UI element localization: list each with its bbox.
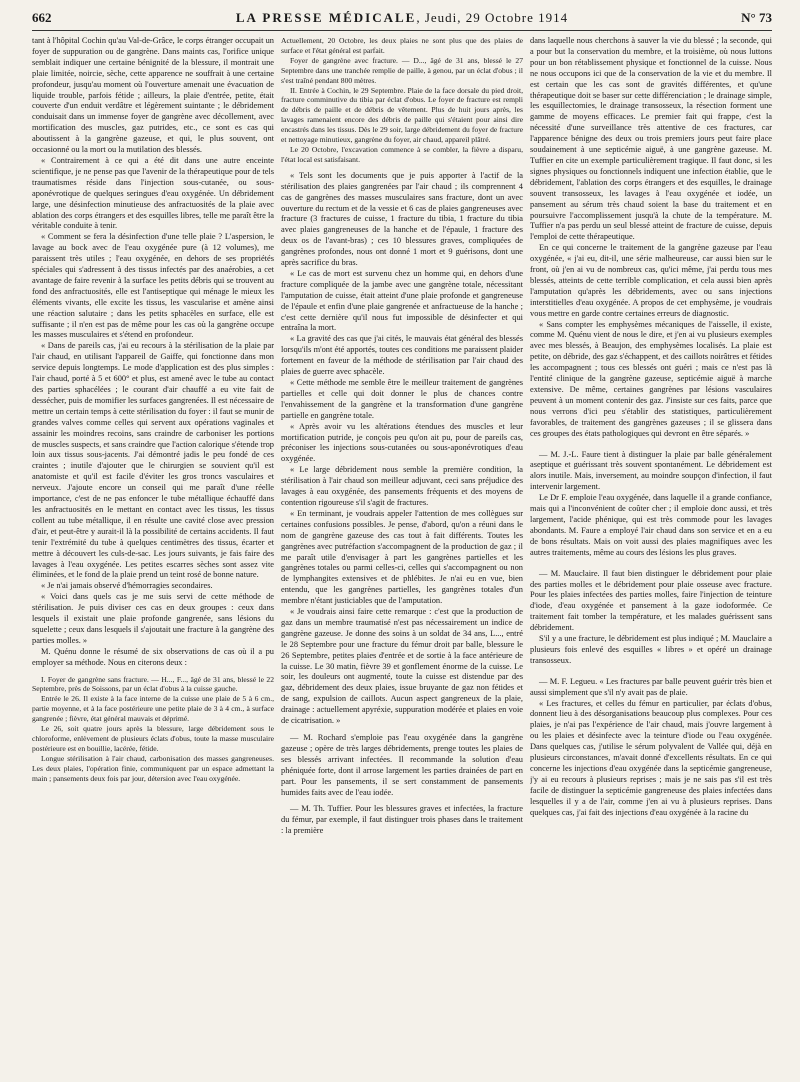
column-right	[530, 36, 772, 1072]
column-middle	[281, 36, 523, 1072]
paragraph: M. Quénu donne le résumé de six observations de cas où il a pu employer sa méthode. Nous en citerons deux :	[32, 646, 274, 667]
case-paragraph: II. Entrée à Cochin, le 29 Septembre. Plaie de la face dorsale du pied droit, fracture comminutive du tibia par éclat d'obus. Le foyer de fracture est rempli de débris de paille et de débris de vêtement. Plus de huit jours après, les lavages ramenaient encore des débris de paille qui s'étaient pour ainsi dire encastrés dans les tissus. Dès le 29 soir, large débridement du foyer de fracture et nettoyage minutieux, gangrène du foyer, air chaud, appareil plâtré.	[281, 85, 523, 145]
paragraph: En ce qui concerne le traitement de la gangrène gazeuse par l'eau oxygénée, « j'ai eu, dit-il, une série malheureuse, car aussi bien sur le front, où j'en ai vu de nombreux cas, qu'ici même, j'ai perdu tous mes blessés, atteints de cette terrible complication, et cela aussi bien après l'amputation qu'après les débridements, avec ou sans injections interstitielles d'eau oxygénée. A propos de cet emphysème, je voudrais vous mettre en garde contre certaines erreurs de diagnostic.	[530, 243, 772, 318]
paragraph: Le Dr F. emploie l'eau oxygénée, dans laquelle il a grande confiance, mais qui a l'inconvénient de coûter cher ; il emploie donc aussi, et très largement, l'acide phénique, qui est très commode pour les lavages abondants. M. Faure a employé l'air chaud dans son service et en a eu de bons résultats. Mais on voit aussi des plaies magnifiques avec les autres traitements, même au cours des lésions les plus graves.	[530, 493, 772, 557]
paragraph: « Les fractures, et celles du fémur en particulier, par éclats d'obus, donnent lieu à des désorganisations beaucoup plus complexes. Pour ces plaies, je n'ai pas l'expérience de l'air chaud, mais j'ouvre largement à ou les plaies et désinfecte avec la teinture d'iode ou l'eau oxygénée. Dans quelques cas, j'utilise le sérum polyvalent de Vallée qui, déjà en plusieurs circonstances, m'avait donné d'excellents résultats. En ce qui concerne les injections d'eau oxygénée dans la septicémie gangreneuse, j'y ai eu recours à plusieurs reprises ; mais je ne sais pas s'il est très facile de distinguer la septicémie gangreneuse des plaies infectées dans lesquelles il y a de l'air, comme j'en ai vu à plusieurs reprises. Dans quelques cas, j'ai fait des injections d'eau oxygénée à la racine du	[530, 698, 772, 817]
paragraph: tant à l'hôpital Cochin qu'au Val-de-Grâce, le corps étranger occupait un foyer de suppuration ou de gangrène. Dans maints cas, l'orifice unique semblait indiquer une certaine bénignité de la blessure, il montrait une plaie limitée, noircie, sèche, cette apparence ne souffrait à une certaine profondeur, jusqu'au moment où l'ouverture amenait une évacuation de liquide trouble, parfois fétide ; ailleurs, la plaie d'entrée, petite, était couverte d'un enduit verdâtre et légèrement suintante ; le débridement conduisait dans un immense foyer de gangrène avec décollement, avec mortification des muscles, gaz putrides, etc., ce sont es cas qui aboutissent à la gangrène gazeuse, et qui, le plus souvent, ont occasionné ou la mort ou la mutilation des blessés.	[32, 36, 274, 155]
paragraph: « Le cas de mort est survenu chez un homme qui, en dehors d'une fracture compliquée de la jambe avec une gangrène totale, nécessitant l'amputation de cuisse, était atteint d'une plaie profonde et gangreneuse de l'épaule et enfin d'une plaie gangrenée et anfractueuse de la hanche ; c'est cette dernière qu'il nous fut impossible de désinfecter et qui entraîna la mort.	[281, 268, 523, 333]
discussion-paragraph: — M. Th. Tuffier. Pour les blessures graves et infectées, la fracture du fémur, par exemple, il faut distinguer trois phases dans le traitement : la première	[281, 804, 523, 836]
case-paragraph: Foyer de gangrène avec fracture. — D..., âgé de 31 ans, blessé le 27 Septembre dans une tranchée remplie de paille, à genou, par un éclat d'obus ; il s'est traîné pendant 800 mètres.	[281, 55, 523, 85]
case-paragraph: Le 20 Octobre, l'excavation commence à se combler, la fièvre a disparu, l'état local est satisfaisant.	[281, 144, 523, 164]
case-paragraph: I. Foyer de gangrène sans fracture. — H..., F..., âgé de 31 ans, blessé le 22 Septembre, près de Soissons, par un éclat d'obus à la cuisse gauche.	[32, 674, 274, 694]
discussion-paragraph: — M. F. Legueu. « Les fractures par balle peuvent guérir très bien et aussi simplement que s'il n'y avait pas de plaie.	[530, 676, 772, 697]
paragraph: « Voici dans quels cas je me suis servi de cette méthode de stérilisation. Je puis diviser ces cas en deux groupes : ceux dans lesquels il existait une plaie profonde gangrenée, sans lésions du squelette ; ceux dans lesquels il s'ajoutait une fracture à la gangrène des parties molles. »	[32, 592, 274, 645]
discussion-paragraph: — M. Mauclaire. Il faut bien distinguer le débridement pour plaie des parties molles et le débridement pour plaie osseuse avec fracture. Pour les plaies infectées des parties molles, faire l'injection de teinture d'iode, d'eau oxygénée et pansement à la gaze iodoformée. Ce traitement fait tomber la température, et les malades guérissent sans débridement.	[530, 568, 772, 633]
paragraph: « Comment se fera la désinfection d'une telle plaie ? L'aspersion, le lavage au bock avec de l'eau oxygénée pure (à 12 volumes), me paraissent très utiles ; l'eau oxygénée, en dehors de ses propriétés spéciales qui s'adressent à des tissus infectés par des anaérobies, a cet avantage de faire revenir à la surface les petits débris qui se trouvent au fond des anfractuosités, elle est l'antiseptique qui ménage le mieux les éléments vivants, elle excite les tissus, les vascularise et amène ainsi une réaction salutaire ; dans les petits sphacèles en surface, elle est suffisante ; il n'en est pas de même pour les cas où la gangrène occupe les masses musculaires et s'étend en profondeur.	[32, 232, 274, 340]
paragraph: S'il y a une fracture, le débridement est plus indiqué ; M. Mauclaire a plusieurs fois enlevé des esquilles « libres » et opéré un drainage transosseux.	[530, 634, 772, 665]
paragraph: « En terminant, je voudrais appeler l'attention de mes collègues sur certaines confusions possibles. Je pense, d'abord, qu'on a réuni dans le nom de gangrène gazeuse des cas tout à fait différents. Toutes les gangrènes avec putréfaction s'accompagnent de la production de gaz ; il me paraît utile d'envisager à part les gangrènes partielles et les gangrènes totales ou parmi celles-ci, celles qui s'accompagnent ou non de lymphangites extensives et de phlébites. Je n'ai eu en vue, bien entendu, que les gangrènes partielles, les gangrènes totales d'un membre n'étant justiciables que de l'amputation.	[281, 508, 523, 606]
page-number: 662	[32, 10, 52, 25]
paragraph: « La gravité des cas que j'ai cités, le mauvais état général des blessés lorsqu'ils m'ont été apportés, toutes ces conditions me paraissent plaider fortement en faveur de la méthode de stérilisation par l'air chaud des plaies de guerre avec sphacèle.	[281, 334, 523, 377]
case-paragraph: Longue stérilisation à l'air chaud, carbonisation des masses gangreneuses. Les deux plaies, l'opération finie, communiquent par un espace admettant la main ; pansements deux fois par jour, détersion avec l'eau oxygénée.	[32, 753, 274, 783]
paragraph: « Dans de pareils cas, j'ai eu recours à la stérilisation de la plaie par l'air chaud, en utilisant l'appareil de Gaiffe, qui fonctionne dans mon service depuis longtemps. Le mode d'application est des plus simples : l'air chaud, porté à 5 et 600° et plus, est amené avec le tube au contact des parties sphacélées ; le courant d'air chauffé a eu vite fait de dessécher, puis de momifier les surfaces gangrenées. Il est nécessaire de mettre un certain temps à cette stérilisation du foyer : il faut se munir de grandes valves comme celles qui servent aux opérations vaginales et assainir les moindres recoins, sans craindre de carboniser les portions de muscles suspects, et sans craindre que l'action calorique s'étende trop loin aux tissus sous-jacents. J'ai démontré jadis le peu fondé de ces craintes ; inutile d'ajouter que le chirurgien se souvient qu'il est anatomiste et qu'il est facile d'éviter les gros troncs vasculaires et nerveux. J'ajoute encore un conseil qui me paraît d'une réelle importance, c'est de ne pas enfoncer le tube métallique échauffé dans les anfractuosités en le mettant en contact avec les tissus, les tissus collent au tube métallique, il en résulte une cavité close avec pression d'air, et peut-être y aurait-il là la possibilité de certains accidents. Il faut tenir l'extrémité du tube à quelques centimètres des tissus, écarter et mettre à découvert les culs-de-sac. Les jours suivants, je fais faire des lavages à l'eau oxygénée. Les petites escarres sèches sont assez vite éliminées, et le fond de la plaie prend un teint rosé de bonne nature.	[32, 341, 274, 580]
case-paragraph: Le 26, soit quatre jours après la blessure, large débridement sous le chloroforme, enlèvement de plusieurs éclats d'obus, toute la masse musculaire postérieure est en bouillie, lacérée, fétide.	[32, 724, 274, 753]
case-paragraph: Entrée le 26. Il existe à la face interne de la cuisse une plaie de 5 à 6 cm., partie moyenne, et à la face postérieure une petite plaie de 3 à 4 cm., à surface gangrenée ; fièvre, état général mauvais et déprimé.	[32, 694, 274, 724]
paragraph: « Après avoir vu les altérations étendues des muscles et leur mortification putride, je conçois peu qu'on ait pu, pour de pareils cas, préconiser les injections sous-cutanées ou sous-aponévrotiques d'eau oxygénée.	[281, 421, 523, 464]
header-rule	[32, 30, 772, 31]
column-left	[32, 36, 274, 1072]
paragraph: « Le large débridement nous semble la première condition, la stérilisation à l'air chaud son meilleur adjuvant, ceci sans préjudice des lavages à eau oxygénée, des pansements fréquents et des moyens de contention rigoureuse s'il s'agit de fractures.	[281, 465, 523, 507]
case-paragraph: Actuellement, 20 Octobre, les deux plaies ne sont plus que des plaies de surface et l'état général est parfait.	[281, 36, 523, 55]
page-header	[32, 10, 772, 28]
paragraph: « Contrairement à ce qui a été dit dans une autre enceinte scientifique, je ne pense pas que l'avenir de la thérapeutique pour de tels traumatismes réside dans l'injection sous-cutanée, ou sous-aponévrotique de quelques seringues d'eau oxygénée. Un débridement large, une désinfection minutieuse des anfractuosités de la plaie avec ablation des corps étrangers et des esquilles libres, telle me paraît être la véritable conduite à tenir.	[32, 155, 274, 231]
issue-date: , Jeudi, 29 Octobre 1914	[416, 10, 569, 25]
paragraph: dans laquelle nous cherchons à sauver la vie du blessé ; la seconde, qui a pour but la conservation du membre, et la troisième, où nous luttons pour un bon rétablissement physique et fonctionnel de la cuisse. Nous ne nous occupons ici que de la conservation de la vie et du membre. Il est certain que les cas sont de gravités différentes, et qu'une thérapeutique doit se baser sur cette différenciation ; le drainage simple, les esquillectomies, le drainage transosseux, la résection forment une gamme de moyens efficaces. Le premier fait qui frappe, c'est la nécessité d'une surveillance très attentive de ces fractures, car l'apparence bénigne des deux ou trois premiers jours peut faire place soudainement à une septicémie aiguë, à une gangrène gazeuse. M. Tuffier en cite un exemple particulièrement tragique. Il faut donc, si les signes physiques ou fonctionnels indiquent une infection établie, que le débridement, l'ablation des corps étrangers et des esquilles, le drainage souvent transosseux, les lavages à l'eau oxygénée et iodée, un pansement au sérum très chaud soient la base du traitement et en poursuivre l'accomplissement jusqu'à la chute de la température. M. Tuffier n'a pas perdu un seul blessé atteint de fracture de cuisse, depuis l'emploi de cette thérapeutique.	[530, 36, 772, 242]
paragraph: « Cette méthode me semble être le meilleur traitement de gangrènes partielles et celle qui doit donner le plus de chances contre l'envahissement de la gangrène et la transformation d'une gangrène partielle en gangrène totale.	[281, 378, 523, 420]
discussion-paragraph: — M. Rochard s'emploie pas l'eau oxygénée dans la gangrène gazeuse ; opère de très larges débridements, prenge toutes les plaies de ses blessés arrivant infectées. Il recommande la solution d'eau phéniquée forte, dont il arrose largement les parties drainées de part en part. Pour les pansements, il se sert constamment de pansements humides faits avec de l'eau iodée.	[281, 733, 523, 797]
discussion-paragraph: — M. J.-L. Faure tient à distinguer la plaie par balle généralement aseptique et guérissant très souvent spontanément. Le débridement est alors inutile. Mais, inversement, au moindre soupçon d'infection, il faut intervenir largement.	[530, 449, 772, 492]
paragraph: « Tels sont les documents que je puis apporter à l'actif de la stérilisation des plaies gangrenées par l'air chaud ; ils comprennent 4 cas de gangrènes des masses musculaires sans fracture, dont un avec ouverture du rectum et de la vessie et 6 cas de plaies gangreneuses avec fracture (3 fractures de cuisse, 1 fracture du tibia, 1 fracture du tibia avec plaies gangreneuses de la hanche et de l'épaule, 1 fracture des deux os de l'avant-bras) ; ces 10 blessures graves, compliquées de gangrènes profondes, nous ont donné 1 mort et 9 guérisons, dont une après sacrifice du bras.	[281, 170, 523, 268]
paragraph: « Je n'ai jamais observé d'hémorragies secondaires.	[41, 581, 213, 591]
journal-masthead	[32, 10, 772, 26]
issue-number: N° 73	[741, 10, 772, 25]
paragraph: « Sans compter les emphysèmes mécaniques de l'aisselle, il existe, comme M. Quénu vient de nous le dire, et j'en ai vu plusieurs exemples avec mes blessés, à Beaujon, des emphysèmes localisés. La plaie est petite, on débride, des gaz s'échappent, et des caillots noirâtres et fétides les accompagnent ; tous ces blessés ont guéri ; mais ce n'est pas là l'entité clinique de la gangrène gazeuse, septicémie aiguë à marche extensive. De même, certaines gangrènes par lésions vasculaires peuvent à un moment contenir des gaz. J'insiste sur ces faits, parce que nous verrons d'ici peu s'établir des statistiques, particulièrement favorables, de traitement des gangrènes gazeuses ; il se glissera dans ces groupes des états pathologiques qui devront en être séparés. »	[530, 319, 772, 438]
paragraph: « Je voudrais ainsi faire cette remarque : c'est que la production de gaz dans un membre traumatisé n'est pas nécessairement un indice de gangrène gazeuse. Je donne des soins à un soldat de 34 ans, L..., entré le 28 Septembre pour une fracture du fémur droit par balle, blessure le 26 Septembre, petites plaies d'entrée et de sortie à la face antérieure de la cuisse. Le 30 matin, fièvre 39 et gonflement énorme de la cuisse. Le soir, les douleurs ont augmenté, toute la cuisse est distendue par des gaz, débridement des deux plaies, issue bruyante de gaz non fétides et de sang, expulsion de caillots. Aucun aspect gangreneux de la plaie, drainage : actuellement apyréxie, suppuration modérée et plaies en voie de cicatrisation. »	[281, 607, 523, 726]
journal-title: LA PRESSE MÉDICALE	[235, 10, 417, 25]
